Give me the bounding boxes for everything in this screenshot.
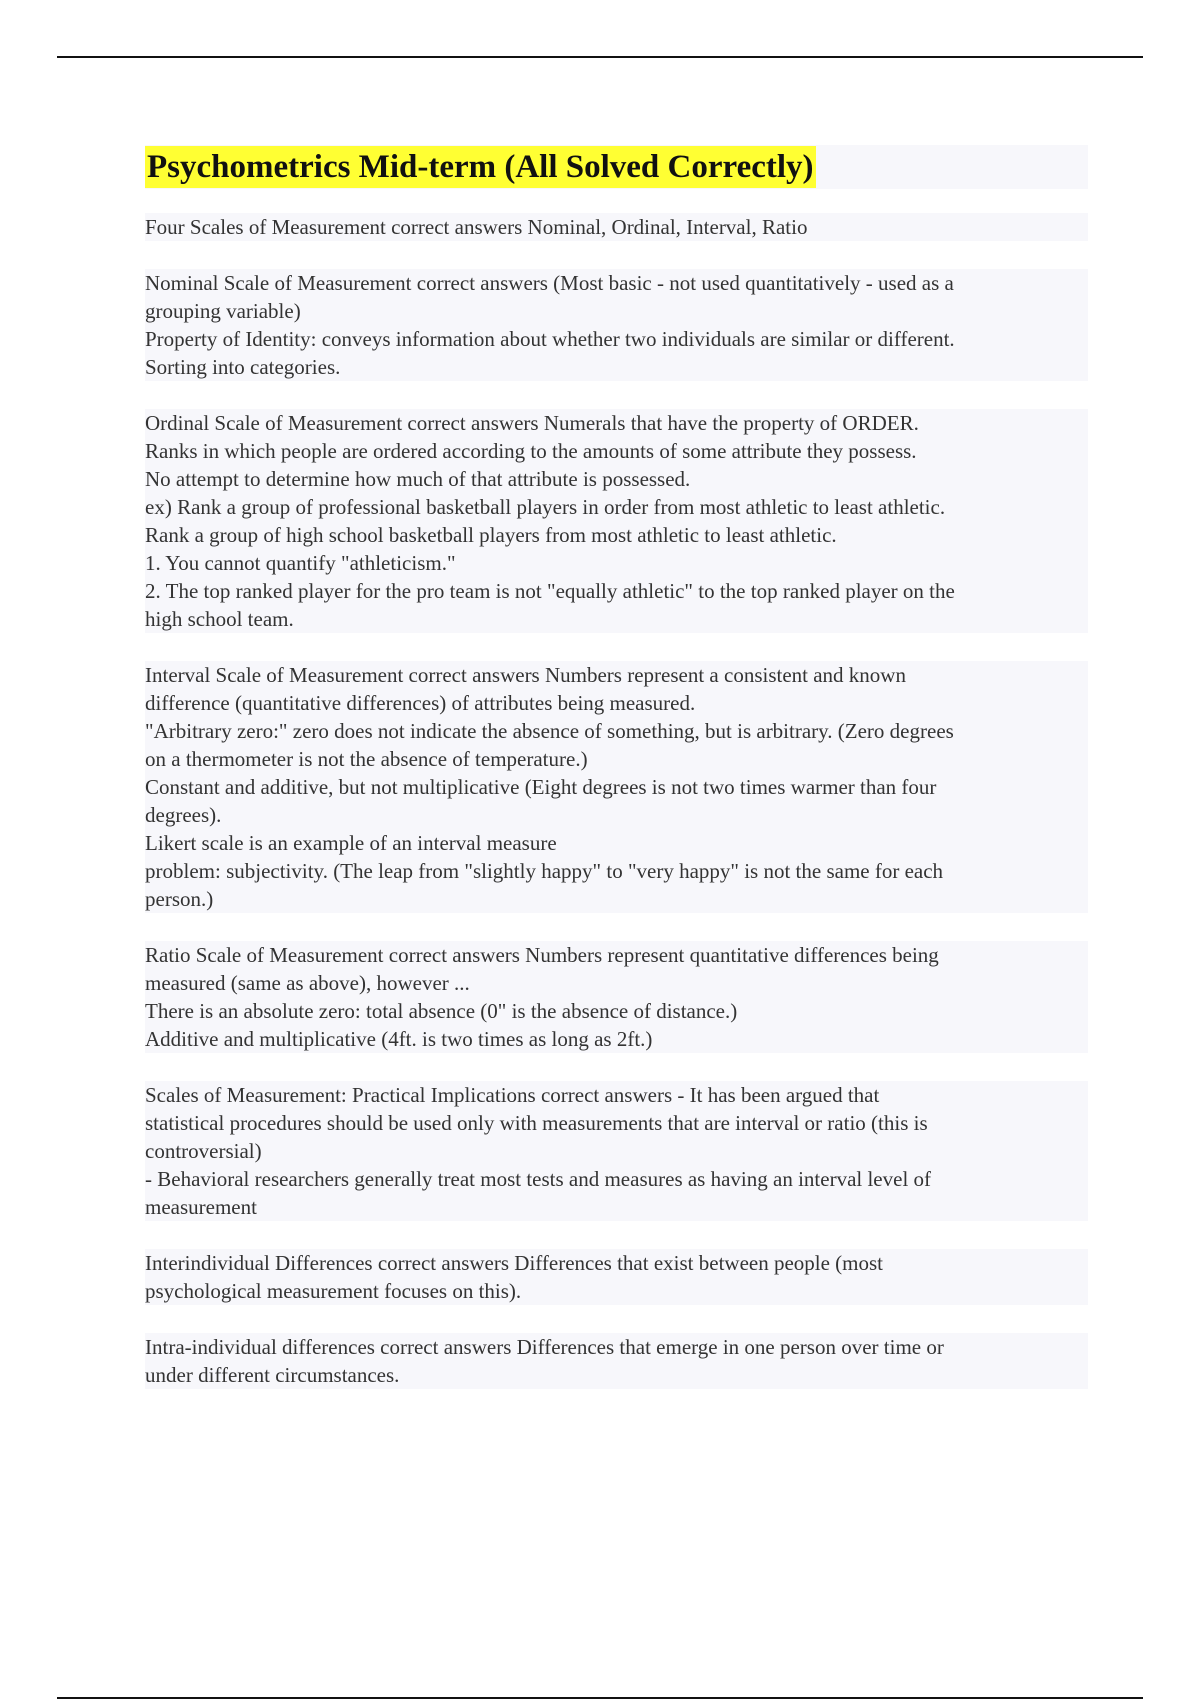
text-line: Constant and additive, but not multiplicative (Eight degrees is not two times warmer than four bbox=[145, 773, 1088, 801]
qa-block bbox=[145, 661, 1088, 913]
text-line: Ordinal Scale of Measurement correct answers Numerals that have the property of ORDER. bbox=[145, 409, 1088, 437]
text-line: Nominal Scale of Measurement correct answers (Most basic - not used quantitatively - used as a bbox=[145, 269, 1088, 297]
document-title: Psychometrics Mid-term (All Solved Correctly) bbox=[145, 146, 816, 188]
text-line: Likert scale is an example of an interval measure bbox=[145, 829, 1088, 857]
text-line: Interval Scale of Measurement correct answers Numbers represent a consistent and known bbox=[145, 661, 1088, 689]
qa-block bbox=[145, 213, 1088, 241]
text-line: difference (quantitative differences) of attributes being measured. bbox=[145, 689, 1088, 717]
text-line: problem: subjectivity. (The leap from "slightly happy" to "very happy" is not the same for each bbox=[145, 857, 1088, 885]
content-blocks bbox=[145, 213, 1088, 1389]
text-line: on a thermometer is not the absence of temperature.) bbox=[145, 745, 1088, 773]
text-line: Interindividual Differences correct answers Differences that exist between people (most bbox=[145, 1249, 1088, 1277]
text-line: measurement bbox=[145, 1193, 1088, 1221]
qa-block bbox=[145, 941, 1088, 1053]
text-line: high school team. bbox=[145, 605, 1088, 633]
bottom-rule bbox=[57, 1697, 1143, 1699]
text-line: controversial) bbox=[145, 1137, 1088, 1165]
text-line: Four Scales of Measurement correct answers Nominal, Ordinal, Interval, Ratio bbox=[145, 213, 1088, 241]
text-line: 2. The top ranked player for the pro team is not "equally athletic" to the top ranked player on the bbox=[145, 577, 1088, 605]
text-line: Rank a group of high school basketball players from most athletic to least athletic. bbox=[145, 521, 1088, 549]
text-line: Intra-individual differences correct answers Differences that emerge in one person over time or bbox=[145, 1333, 1088, 1361]
text-line: - Behavioral researchers generally treat most tests and measures as having an interval level of bbox=[145, 1165, 1088, 1193]
text-line: ex) Rank a group of professional basketball players in order from most athletic to least athletic. bbox=[145, 493, 1088, 521]
top-rule bbox=[57, 56, 1143, 58]
text-line: person.) bbox=[145, 885, 1088, 913]
text-line: Sorting into categories. bbox=[145, 353, 1088, 381]
qa-block bbox=[145, 1081, 1088, 1221]
text-line: grouping variable) bbox=[145, 297, 1088, 325]
qa-block bbox=[145, 269, 1088, 381]
text-line: under different circumstances. bbox=[145, 1361, 1088, 1389]
text-line: psychological measurement focuses on this). bbox=[145, 1277, 1088, 1305]
text-line: 1. You cannot quantify "athleticism." bbox=[145, 549, 1088, 577]
text-line: There is an absolute zero: total absence (0" is the absence of distance.) bbox=[145, 997, 1088, 1025]
text-line: "Arbitrary zero:" zero does not indicate the absence of something, but is arbitrary. (Zero degrees bbox=[145, 717, 1088, 745]
text-line: measured (same as above), however ... bbox=[145, 969, 1088, 997]
document-body bbox=[145, 145, 1088, 1417]
text-line: Ranks in which people are ordered according to the amounts of some attribute they possess. bbox=[145, 437, 1088, 465]
text-line: Ratio Scale of Measurement correct answers Numbers represent quantitative differences being bbox=[145, 941, 1088, 969]
qa-block bbox=[145, 409, 1088, 633]
text-line: Additive and multiplicative (4ft. is two times as long as 2ft.) bbox=[145, 1025, 1088, 1053]
text-line: No attempt to determine how much of that attribute is possessed. bbox=[145, 465, 1088, 493]
title-band bbox=[145, 145, 1088, 189]
text-line: degrees). bbox=[145, 801, 1088, 829]
text-line: Property of Identity: conveys information about whether two individuals are similar or different. bbox=[145, 325, 1088, 353]
qa-block bbox=[145, 1249, 1088, 1305]
text-line: Scales of Measurement: Practical Implications correct answers - It has been argued that bbox=[145, 1081, 1088, 1109]
qa-block bbox=[145, 1333, 1088, 1389]
text-line: statistical procedures should be used only with measurements that are interval or ratio (this is bbox=[145, 1109, 1088, 1137]
